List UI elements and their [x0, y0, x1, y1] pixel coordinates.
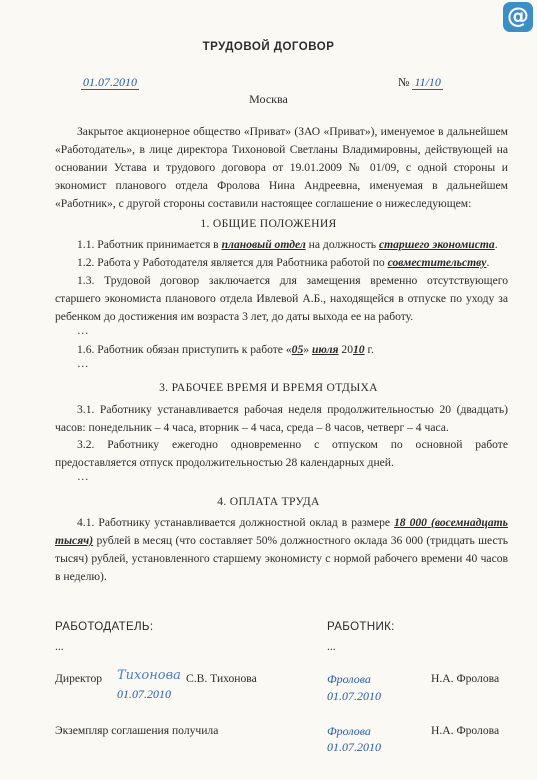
clause-1-6 — [55, 341, 508, 359]
start-day-fill: 05 — [291, 343, 304, 356]
director-label: Директор — [55, 672, 103, 685]
clause-4-1-text-2: рублей в месяц (что составляет 50% должностного оклада 36 000 (тридцать шесть тысяч) рублей, установленного старшему экономисту с нормой рабочего времени 40 часов в неделю). — [55, 534, 508, 583]
contract-date-value: 01.07.2010 — [83, 75, 137, 89]
contract-number-label: № — [398, 75, 410, 89]
clause-1-1-end: . — [494, 238, 498, 251]
intro-paragraph: Закрытое акционерное общество «Приват» (ЗАО «Приват»), именуемое в дальнейшем «Работодатель», в лице директора Тихоновой Светланы Владимировны, действующей на основании Устава и трудового договора от 19.01.2009 № 01/09, с одной стороны и экономист планового отдела Фролова Нина Андреевна, именуемая в дальнейшем «Работник», с другой стороны составили настоящее соглашение о нижеследующем: — [55, 125, 508, 210]
employee-name: Н.А. Фролова — [431, 672, 500, 685]
copy-signature: Фролова — [327, 724, 371, 738]
employer-details-ellipsis: ... — [55, 640, 64, 653]
section-1-heading: 1. ОБЩИЕ ПОЛОЖЕНИЯ — [200, 217, 337, 230]
clause-1-2 — [55, 254, 508, 272]
position-fill: старшего экономиста — [378, 238, 495, 251]
site-logo[interactable] — [503, 2, 533, 32]
clause-1-6-text-3: 20 — [338, 343, 353, 356]
ellipsis: … — [77, 470, 89, 483]
director-signature: Тихонова — [117, 668, 181, 683]
clause-3-1: 3.1. Работнику устанавливается рабочая неделя продолжительностью 20 (двадцать) часов: понедельник – 4 часа, вторник – 4 часа, среда – 8 часов, четверг – 4 часа. — [55, 403, 508, 434]
contract-number — [398, 75, 443, 90]
clause-1-6-end: г. — [364, 343, 374, 356]
clause-1-3: 1.3. Трудовой договор заключается для замещения временно отсутствующего старшего экономиста планового отдела Ивлевой А.Б., находящейся в отпуске по уходу за ребенком до достижения им возраста 3 лет, до даты выхода ее на работу. — [55, 274, 508, 323]
contract-date — [81, 75, 139, 90]
ellipsis: … — [77, 324, 89, 337]
clause-1-1 — [55, 236, 508, 254]
start-month-fill: июля — [311, 343, 339, 356]
employer-heading: РАБОТОДАТЕЛЬ: — [55, 620, 154, 633]
clause-4-1 — [55, 514, 508, 586]
start-year-fill: 10 — [353, 343, 365, 356]
copy-name: Н.А. Фролова — [431, 724, 500, 737]
employee-heading: РАБОТНИК: — [327, 620, 395, 633]
clause-1-1-text-2: на должность — [305, 238, 379, 251]
section-4-heading: 4. ОПЛАТА ТРУДА — [217, 495, 320, 508]
contract-number-value: 11/10 — [414, 75, 441, 89]
copy-received-label: Экземпляр соглашения получила — [55, 724, 219, 737]
work-type-fill: совместительству — [387, 256, 487, 269]
contract-city: Москва — [249, 92, 288, 106]
director-name: С.В. Тихонова — [186, 672, 257, 685]
copy-sign-date: 01.07.2010 — [327, 740, 381, 754]
document-title: ТРУДОВОЙ ДОГОВОР — [202, 41, 335, 53]
ellipsis: … — [77, 357, 89, 370]
clause-1-2-text: 1.2. Работа у Работодателя является для Работника работой по — [77, 256, 388, 269]
clause-1-1-text: 1.1. Работник принимается в — [77, 238, 222, 251]
director-sign-date: 01.07.2010 — [117, 687, 171, 701]
clause-4-1-text: 4.1. Работнику устанавливается должностной оклад в размере — [77, 516, 394, 529]
clause-1-6-text: 1.6. Работник обязан приступить к работе « — [77, 343, 292, 356]
at-sign-icon: @ — [507, 4, 529, 29]
clause-1-2-end: . — [486, 256, 490, 269]
salary-fill: 18 000 (восемнадцать тысяч) — [55, 516, 508, 547]
department-fill: плановый отдел — [221, 238, 306, 251]
employee-sign-date: 01.07.2010 — [327, 689, 381, 703]
clause-1-6-text-2: » — [303, 343, 312, 356]
clause-3-2: 3.2. Работнику ежегодно одновременно с отпуском по основной работе предоставляется отпуск продолжительностью 28 календарных дней. — [55, 438, 508, 469]
section-3-heading: 3. РАБОЧЕЕ ВРЕМЯ И ВРЕМЯ ОТДЫХА — [159, 381, 378, 394]
employee-signature: Фролова — [327, 672, 371, 686]
employee-details-ellipsis: ... — [327, 640, 336, 653]
